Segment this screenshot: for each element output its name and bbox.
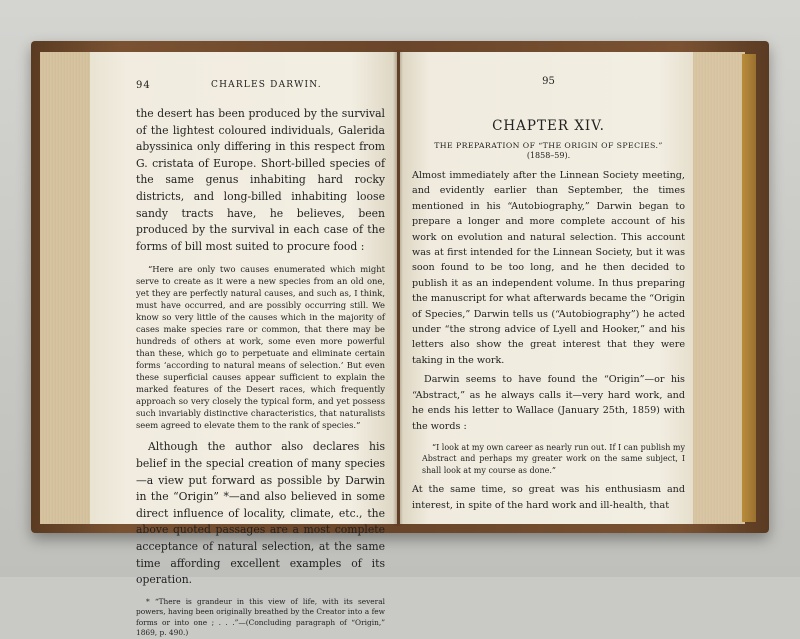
left-footnote: * “There is grandeur in this view of life, with its several powers, having been originally breathed by the Creator into a few forms or into one ; . . .”—(Concluding paragraph of “Origin,” 1869, p. 490.) <box>136 596 385 638</box>
chapter-subtitle: THE PREPARATION OF “THE ORIGIN OF SPECIES.” <box>434 141 663 150</box>
page-edges-right <box>693 52 745 524</box>
book-gutter <box>393 50 403 526</box>
gilt-edge <box>742 54 756 522</box>
left-quotation: “Here are only two causes enumerated which might serve to create as it were a new species from an old one, yet they are perfectly natural causes, and such as, I think, must have occurred, and are possibly occurring still. We know so very little of the causes which in the majority of cases make species rare or common, that there may be hundreds of others at work, some even more powerful than these, which go to perpetuate and eliminate certain forms ‘according to natural means of selection.’ But even these superficial causes appear sufficient to explain the marked features of the Desert races, which frequently approach so very closely the typical form, and yet possess such invariably distinctive characteristics, that naturalists seem agreed to elevate them to the rank of species.” <box>136 264 385 431</box>
left-paragraph-2: Although the author also declares his belief in the special creation of many species—a view put forward as possible by Darwin in the “Origin” *—and also believed in some direct influence of locality, climate, etc., the above quoted passages are a most complete acceptance of natural selection, at the same time affording excellent examples of its operation. <box>136 440 385 587</box>
right-page-number: 95 <box>542 76 555 87</box>
left-running-head <box>136 80 385 98</box>
right-paragraph-3: At the same time, so great was his enthusiasm and interest, in spite of the hard work and ill-health, that <box>412 484 685 511</box>
left-page-number: 94 <box>136 80 151 91</box>
right-quotation: “I look at my own career as nearly run out. If I can publish my Abstract and perhaps my greater work on the same subject, I shall look at my course as done.” <box>422 442 686 475</box>
page-edges-left <box>40 52 92 524</box>
right-paragraph-1: Almost immediately after the Linnean Society meeting, and evidently earlier than September, the times mentioned in his “Autobiography,” Darwin began to prepare a longer and more complete account of his work on evolution and natural selection. This account was at first intended for the Linnean Society, but it was soon found to be too long, and he then decided to publish it as an independent volume. In thus preparing the manuscript for what afterwards became the “Origin of Species,” Darwin tells us (“Autobiography”) he acted under “the strong advice of Lyell and Hooker,” and his letters also show the great interest that they were taking in the work. <box>412 170 685 366</box>
chapter-title: CHAPTER XIV. <box>492 118 605 134</box>
right-page <box>400 52 693 524</box>
running-head-title: CHARLES DARWIN. <box>211 80 322 90</box>
chapter-dates: (1858–59). <box>526 151 571 160</box>
right-paragraph-2: Darwin seems to have found the “Origin”—or his “Abstract,” as he always calls it—very hard work, and he ends his letter to Wallace (January 25th, 1859) with the words : <box>412 374 685 432</box>
left-paragraph-1: the desert has been produced by the survival of the lightest coloured individuals, Galerida abyssinica only differing in this respect from G. cristata of Europe. Short-billed species of the same genus inhabiting hard rocky districts, and long-billed inhabiting loose sandy tracts have, he believes, been produced by the survival in each case of the forms of bill most suited to procure food : <box>136 107 385 253</box>
left-page <box>90 52 397 638</box>
